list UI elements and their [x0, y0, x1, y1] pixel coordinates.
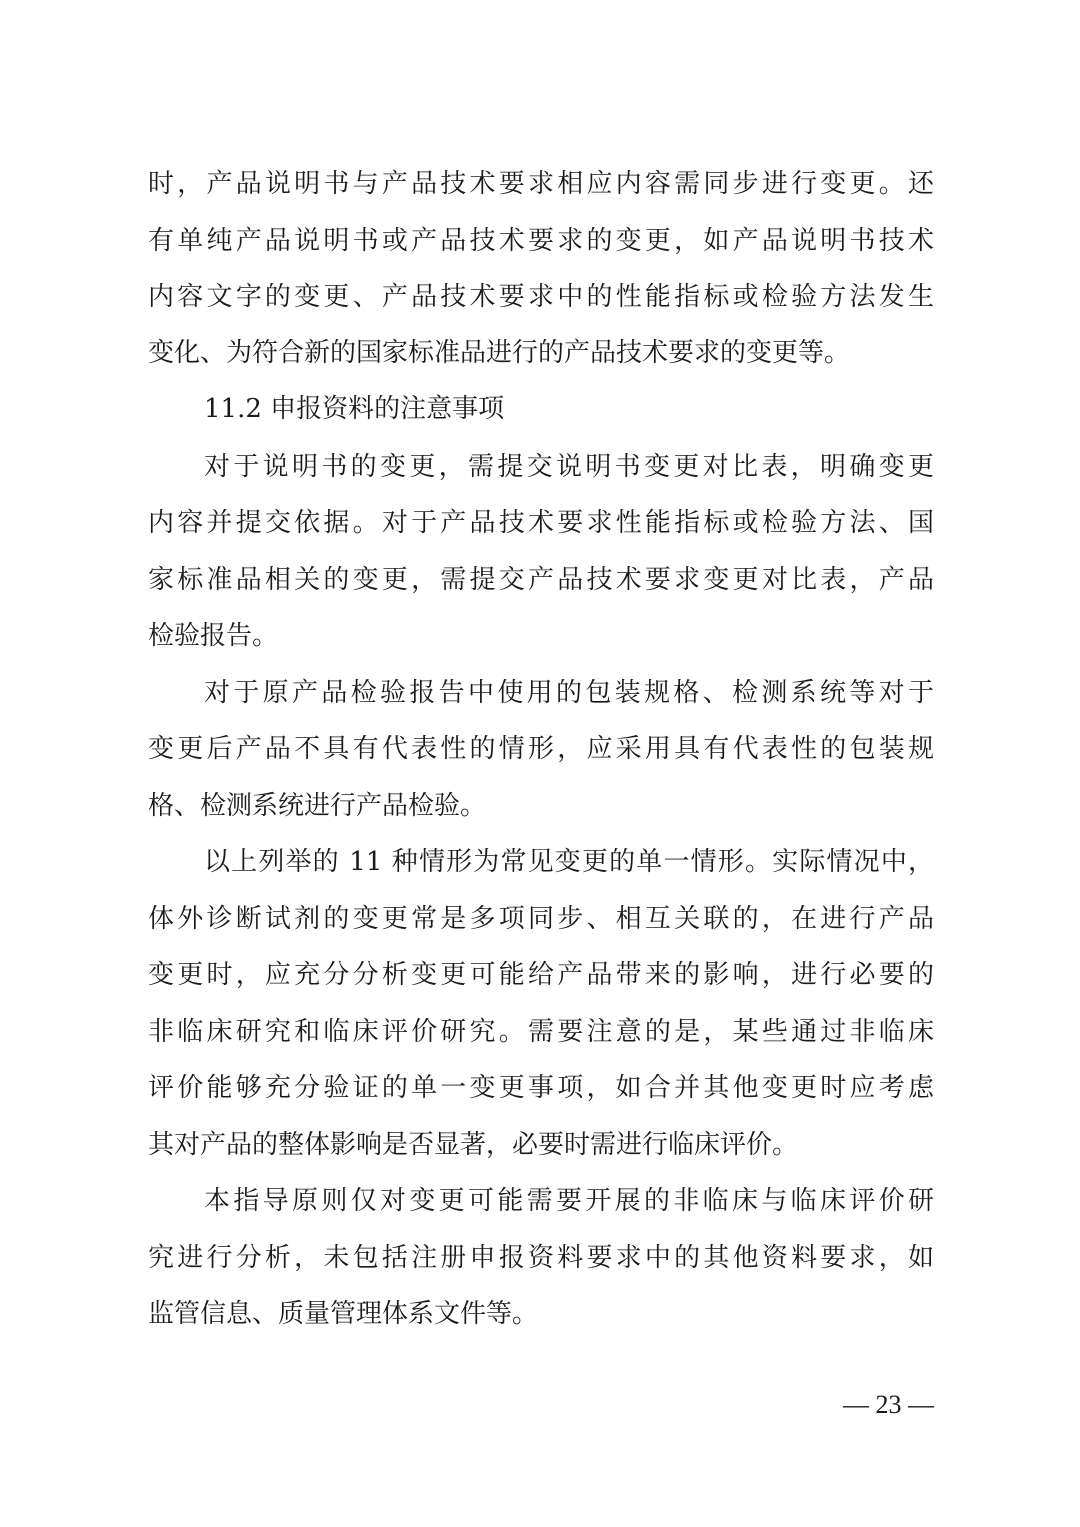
paragraph-line: 变更时，应充分分析变更可能给产品带来的影响，进行必要的	[148, 960, 934, 990]
paragraph-line: 时，产品说明书与产品技术要求相应内容需同步进行变更。还	[148, 169, 934, 199]
paragraph-line: 家标准品相关的变更，需提交产品技术要求变更对比表，产品	[148, 565, 934, 595]
paragraph-line: 体外诊断试剂的变更常是多项同步、相互关联的，在进行产品	[148, 904, 934, 934]
paragraph-line: 本指导原则仅对变更可能需要开展的非临床与临床评价研	[204, 1186, 934, 1216]
paragraph-line: 有单纯产品说明书或产品技术要求的变更，如产品说明书技术	[148, 226, 934, 256]
paragraph-line: 变更后产品不具有代表性的情形，应采用具有代表性的包装规	[148, 734, 934, 764]
paragraph-line: 监管信息、质量管理体系文件等。	[148, 1299, 539, 1329]
paragraph-line: 以上列举的 11 种情形为常见变更的单一情形。实际情况中，	[204, 847, 934, 877]
paragraph-line: 对于原产品检验报告中使用的包装规格、检测系统等对于	[204, 678, 934, 708]
paragraph-line: 检验报告。	[148, 621, 279, 651]
paragraph-line: 非临床研究和临床评价研究。需要注意的是，某些通过非临床	[148, 1017, 934, 1047]
paragraph-line: 评价能够充分验证的单一变更事项，如合并其他变更时应考虑	[148, 1073, 934, 1103]
paragraph-line: 内容并提交依据。对于产品技术要求性能指标或检验方法、国	[148, 508, 934, 538]
paragraph-line: 格、检测系统进行产品检验。	[148, 791, 487, 821]
paragraph-line: 对于说明书的变更，需提交说明书变更对比表，明确变更	[204, 452, 934, 482]
paragraph-line: 变化、为符合新的国家标准品进行的产品技术要求的变更等。	[148, 338, 851, 368]
paragraph-line: 究进行分析，未包括注册申报资料要求中的其他资料要求，如	[148, 1243, 934, 1273]
section-heading: 11.2 申报资料的注意事项	[204, 394, 505, 424]
paragraph-line: 其对产品的整体影响是否显著，必要时需进行临床评价。	[148, 1130, 799, 1160]
page-number: — 23 —	[843, 1390, 934, 1419]
paragraph-line: 内容文字的变更、产品技术要求中的性能指标或检验方法发生	[148, 282, 934, 312]
